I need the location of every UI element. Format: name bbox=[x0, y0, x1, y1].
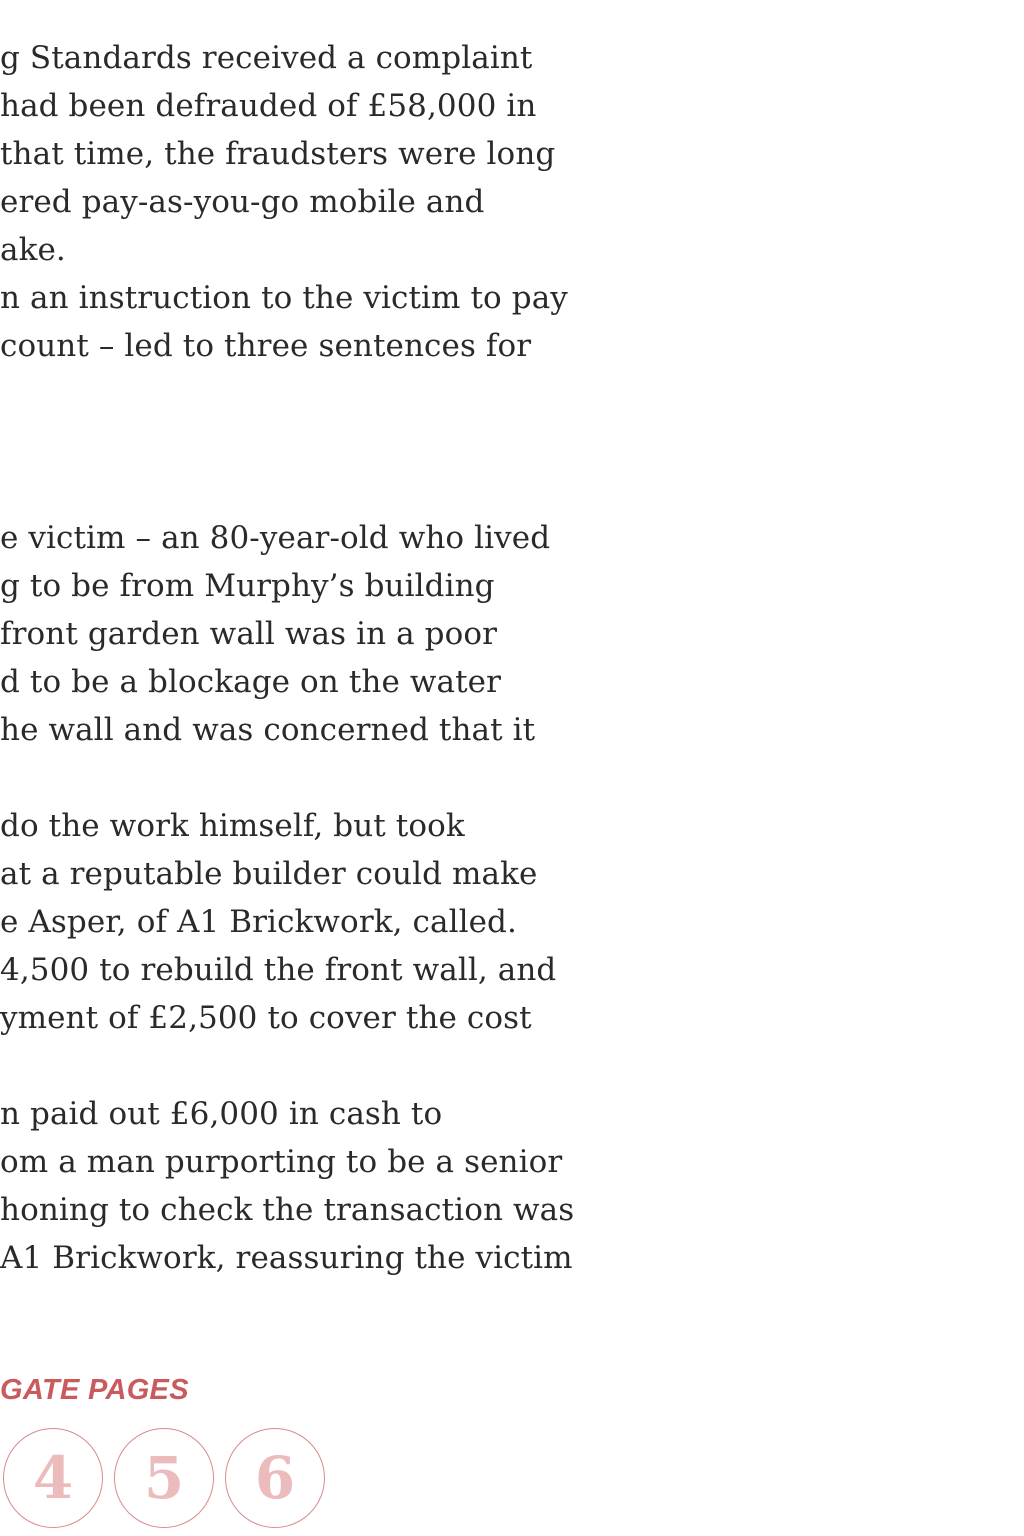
article-line: do the work himself, but took bbox=[0, 808, 465, 844]
article-line: front garden wall was in a poor bbox=[0, 616, 498, 652]
page-6-button[interactable]: 6 bbox=[225, 1428, 325, 1528]
article-line: e Asper, of A1 Brickwork, called. bbox=[0, 904, 517, 940]
article-line: 4,500 to rebuild the front wall, and bbox=[0, 952, 557, 988]
page-5-button[interactable]: 5 bbox=[114, 1428, 214, 1528]
article-line: yment of £2,500 to cover the cost bbox=[0, 1000, 532, 1036]
article-line: he wall and was concerned that it bbox=[0, 712, 536, 748]
article-line: ake. bbox=[0, 232, 66, 268]
article-line: at a reputable builder could make bbox=[0, 856, 538, 892]
article-line: honing to check the transaction was bbox=[0, 1192, 575, 1228]
navigate-pages-heading: GATE PAGES bbox=[0, 1374, 189, 1406]
article-line: had been defrauded of £58,000 in bbox=[0, 88, 537, 124]
article-line: d to be a blockage on the water bbox=[0, 664, 501, 700]
article-line: count – led to three sentences for bbox=[0, 328, 532, 364]
article-line: ered pay-as-you-go mobile and bbox=[0, 184, 485, 220]
page-4-button[interactable]: 4 bbox=[3, 1428, 103, 1528]
article-line: g Standards received a complaint bbox=[0, 40, 533, 76]
article-line: n paid out £6,000 in cash to bbox=[0, 1096, 443, 1132]
article-line: g to be from Murphy’s building bbox=[0, 568, 495, 604]
article-line: om a man purporting to be a senior bbox=[0, 1144, 563, 1180]
article-line: n an instruction to the victim to pay bbox=[0, 280, 568, 316]
article-line: that time, the fraudsters were long bbox=[0, 136, 556, 172]
article-line: A1 Brickwork, reassuring the victim bbox=[0, 1240, 573, 1276]
article-line: e victim – an 80-year-old who lived bbox=[0, 520, 551, 556]
